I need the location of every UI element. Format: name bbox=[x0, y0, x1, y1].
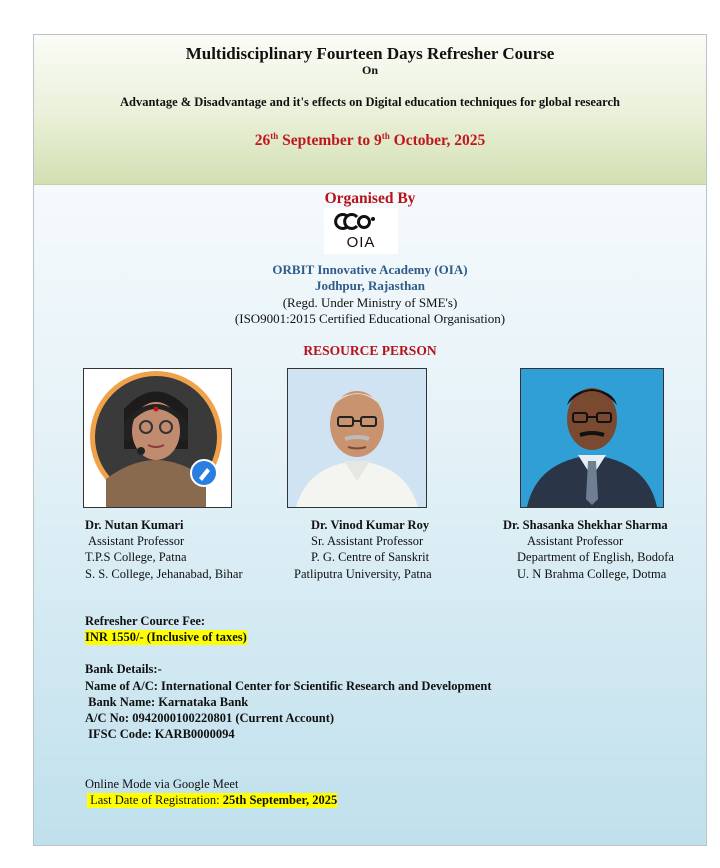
header-band bbox=[34, 35, 706, 185]
person-3-line2: Department of English, Bodofa bbox=[517, 550, 674, 564]
date-end-day: 9 bbox=[374, 132, 382, 150]
person-photo-shasanka-shekhar-sharma bbox=[520, 368, 664, 508]
bank-heading: Bank Details:- bbox=[85, 662, 162, 676]
logo-text: OIA bbox=[346, 234, 376, 251]
date-start-month: September to bbox=[278, 132, 375, 150]
person-1-name: Dr. Nutan Kumari bbox=[85, 518, 184, 532]
person-1-line2: T.P.S College, Patna bbox=[85, 550, 187, 564]
organiser-registration: (Regd. Under Ministry of SME's) bbox=[282, 295, 458, 310]
date-end-sup: th bbox=[381, 131, 390, 141]
course-dates bbox=[34, 131, 706, 150]
person-3-name: Dr. Shasanka Shekhar Sharma bbox=[503, 518, 668, 532]
bank-account-name: Name of A/C: International Center for Scientific Research and Development bbox=[85, 679, 492, 693]
bank-account-number: A/C No: 0942000100220801 (Current Account) bbox=[85, 711, 335, 725]
date-start-day: 26 bbox=[254, 132, 271, 150]
oia-logo bbox=[324, 208, 398, 254]
oia-logo-icon bbox=[324, 208, 398, 254]
organiser-name: ORBIT Innovative Academy (OIA) bbox=[272, 262, 468, 277]
person-1-line3: S. S. College, Jehanabad, Bihar bbox=[85, 567, 243, 581]
person-3-role: Assistant Professor bbox=[527, 534, 624, 548]
resource-person-heading: RESOURCE PERSON bbox=[303, 343, 437, 358]
date-start-sup: th bbox=[270, 131, 279, 141]
organiser-location: Jodhpur, Rajasthan bbox=[314, 278, 426, 293]
fee-heading: Refresher Cource Fee: bbox=[85, 614, 206, 628]
person-2-line2: P. G. Centre of Sanskrit bbox=[311, 550, 430, 564]
bank-ifsc: IFSC Code: KARB0000094 bbox=[85, 727, 235, 741]
last-date-value: 25th September, 2025 bbox=[222, 793, 338, 807]
organised-by-heading: Organised By bbox=[324, 190, 416, 207]
person-2-line3: Patliputra University, Patna bbox=[294, 567, 432, 581]
date-end-rest: October, 2025 bbox=[389, 132, 486, 150]
person-2-role: Sr. Assistant Professor bbox=[311, 534, 424, 548]
course-title: Multidisciplinary Fourteen Days Refresher Course bbox=[185, 44, 555, 63]
person-2-name: Dr. Vinod Kumar Roy bbox=[311, 518, 430, 532]
organiser-iso: (ISO9001:2015 Certified Educational Organisation) bbox=[234, 311, 506, 326]
course-subtitle: Advantage & Disadvantage and it's effects on Digital education techniques for global research bbox=[120, 95, 620, 109]
person-1-role: Assistant Professor bbox=[88, 534, 185, 548]
last-date-label: Last Date of Registration: bbox=[87, 793, 223, 807]
person-photo-nutan-kumari bbox=[83, 368, 232, 508]
person-3-line3: U. N Brahma College, Dotma bbox=[517, 567, 667, 581]
course-on-label: On bbox=[361, 63, 378, 77]
bank-name: Bank Name: Karnataka Bank bbox=[85, 695, 249, 709]
fee-value: INR 1550/- (Inclusive of taxes) bbox=[85, 630, 247, 644]
last-date-registration bbox=[87, 793, 337, 808]
online-mode: Online Mode via Google Meet bbox=[85, 777, 239, 791]
brochure-sheet bbox=[33, 34, 707, 846]
person-photo-vinod-kumar-roy bbox=[287, 368, 427, 508]
